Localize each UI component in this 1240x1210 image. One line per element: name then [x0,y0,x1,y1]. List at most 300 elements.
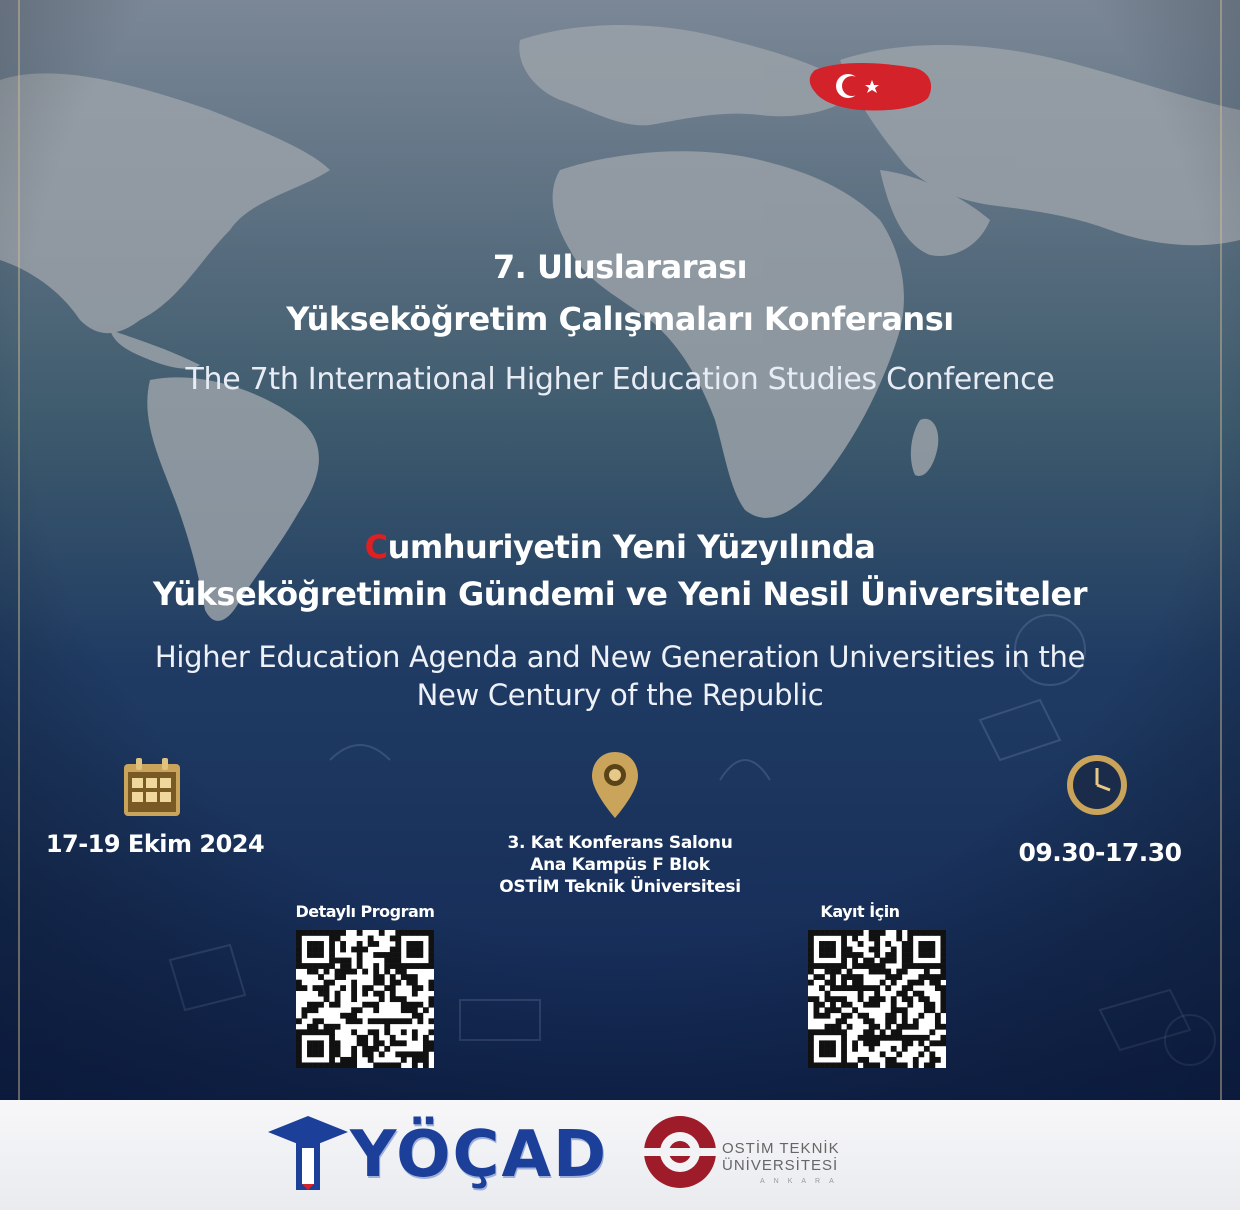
qr-module [373,941,379,947]
qr-module [929,963,935,969]
qr-module [412,952,418,958]
qr-module [406,952,412,958]
qr-module [874,963,880,969]
qr-module [841,941,847,947]
qr-module [940,991,946,997]
qr-module [830,1062,836,1068]
qr-module [869,947,875,953]
qr-module [819,1062,825,1068]
qr-module [885,952,891,958]
qr-module [924,952,930,958]
qr-module [401,1051,407,1057]
qr-module [808,980,814,986]
qr-module [368,1029,374,1035]
qr-module [863,1002,869,1008]
qr-module [896,974,902,980]
qr-module [874,1040,880,1046]
qr-module [819,1046,825,1052]
qr-module [841,1040,847,1046]
qr-module [940,958,946,964]
qr-module [307,1002,313,1008]
qr-module [412,1057,418,1063]
qr-module [830,1040,836,1046]
qr-module [891,1002,897,1008]
qr-module [902,1024,908,1030]
qr-module [852,963,858,969]
qr-module [836,1024,842,1030]
qr-module [852,952,858,958]
qr-module [362,985,368,991]
qr-module [357,1035,363,1041]
qr-module [907,1002,913,1008]
qr-module [874,936,880,942]
qr-module [874,1062,880,1068]
qr-module [401,930,407,936]
qr-module [412,1035,418,1041]
qr-module [423,1057,429,1063]
qr-module [891,1046,897,1052]
qr-module [362,969,368,975]
qr-module [340,947,346,953]
qr-module [830,1051,836,1057]
qr-module [313,1018,319,1024]
qr-module [858,1035,864,1041]
qr-module [874,1035,880,1041]
qr-module [340,930,346,936]
qr-module [417,1013,423,1019]
qr-module [384,1062,390,1068]
qr-module [390,936,396,942]
qr-module [858,930,864,936]
qr-module [847,930,853,936]
qr-module [902,952,908,958]
qr-module [357,947,363,953]
qr-module [814,974,820,980]
qr-module [836,930,842,936]
qr-module [924,1002,930,1008]
qr-module [924,969,930,975]
qr-module [896,1051,902,1057]
yocad-logo-icon [266,1112,350,1196]
qr-module [841,985,847,991]
qr-module [417,985,423,991]
qr-module [891,1018,897,1024]
qr-module [841,980,847,986]
qr-module [808,1029,814,1035]
qr-module [368,941,374,947]
qr-module [869,963,875,969]
qr-module [825,1024,831,1030]
qr-module [841,952,847,958]
qr-module [329,936,335,942]
qr-module [340,958,346,964]
qr-module [406,1051,412,1057]
qr-module [428,958,434,964]
venue-line3: OSTİM Teknik Üniversitesi [499,877,741,897]
qr-module [406,1018,412,1024]
qr-module [814,996,820,1002]
qr-module [406,1007,412,1013]
qr-module [918,930,924,936]
qr-module [302,963,308,969]
qr-module [318,941,324,947]
qr-module [302,985,308,991]
qr-module [830,1046,836,1052]
qr-module [373,963,379,969]
qr-module [351,947,357,953]
qr-module [869,1024,875,1030]
qr-module [346,1018,352,1024]
qr-module [825,1062,831,1068]
qr-module [907,980,913,986]
qr-module [384,1018,390,1024]
qr-module [869,1018,875,1024]
qr-module [874,969,880,975]
qr-module [847,1062,853,1068]
qr-module [841,936,847,942]
qr-module [935,963,941,969]
qr-module [902,1035,908,1041]
qr-module [885,1018,891,1024]
qr-module [814,1029,820,1035]
qr-module [869,1046,875,1052]
qr-module [940,1002,946,1008]
qr-module [307,1062,313,1068]
qr-module [869,1002,875,1008]
qr-module [880,1029,886,1035]
qr-module [825,1040,831,1046]
qr-module [351,1018,357,1024]
qr-module [808,947,814,953]
qr-module [428,980,434,986]
qr-module [379,1062,385,1068]
qr-module [830,941,836,947]
qr-module [390,996,396,1002]
qr-module [373,952,379,958]
qr-module [924,941,930,947]
qr-module [891,1062,897,1068]
qr-module [929,980,935,986]
qr-module [885,1035,891,1041]
qr-module [885,1062,891,1068]
qr-module [808,1040,814,1046]
qr-module [896,1062,902,1068]
qr-module [907,1024,913,1030]
qr-module [808,1062,814,1068]
qr-module [318,1062,324,1068]
qr-module [924,1007,930,1013]
qr-module [406,941,412,947]
qr-module [830,996,836,1002]
qr-module [852,1046,858,1052]
qr-module [841,1051,847,1057]
qr-module [428,1002,434,1008]
qr-module [395,952,401,958]
qr-module [395,1018,401,1024]
qr-module [940,952,946,958]
register-qr-label: Kayıt İçin [820,902,900,921]
qr-module [902,1062,908,1068]
qr-module [863,1035,869,1041]
qr-module [428,1018,434,1024]
qr-module [896,1024,902,1030]
qr-module [847,947,853,953]
qr-module [830,1024,836,1030]
qr-module [940,941,946,947]
qr-module [847,952,853,958]
qr-module [929,930,935,936]
qr-module [335,930,341,936]
qr-module [924,1046,930,1052]
qr-module [825,963,831,969]
qr-module [335,1051,341,1057]
qr-module [357,1040,363,1046]
qr-module [836,1029,842,1035]
qr-module [340,985,346,991]
qr-module [907,996,913,1002]
qr-module [329,1051,335,1057]
qr-module [384,1046,390,1052]
qr-module [885,985,891,991]
qr-module [902,1013,908,1019]
qr-module [918,991,924,997]
qr-module [836,985,842,991]
qr-module [412,974,418,980]
qr-module [368,1046,374,1052]
qr-module [296,947,302,953]
qr-module [808,941,814,947]
qr-module [329,1057,335,1063]
qr-module [918,952,924,958]
qr-module [401,1040,407,1046]
qr-module [808,952,814,958]
qr-module [924,996,930,1002]
qr-module [913,980,919,986]
qr-module [423,1040,429,1046]
qr-module [335,969,341,975]
qr-module [318,1002,324,1008]
qr-module [329,941,335,947]
qr-module [940,969,946,975]
qr-module [841,963,847,969]
qr-module [428,985,434,991]
qr-module [825,991,831,997]
qr-module [324,1029,330,1035]
qr-module [373,974,379,980]
qr-module [313,963,319,969]
qr-module [913,1035,919,1041]
qr-module [324,996,330,1002]
qr-module [874,930,880,936]
qr-module [296,958,302,964]
qr-module [880,930,886,936]
qr-module [885,969,891,975]
register-qr-code[interactable] [808,930,946,1068]
qr-module [296,936,302,942]
qr-module [307,952,313,958]
qr-module [373,980,379,986]
qr-module [390,985,396,991]
qr-module [340,974,346,980]
qr-module [390,947,396,953]
qr-module [819,1040,825,1046]
ostim-line1: OSTİM TEKNİK [722,1140,840,1157]
qr-module [362,1040,368,1046]
qr-module [907,958,913,964]
qr-module [423,963,429,969]
qr-module [924,947,930,953]
qr-module [412,1002,418,1008]
qr-module [858,941,864,947]
qr-module [913,930,919,936]
qr-module [907,1040,913,1046]
theme-english-line1: Higher Education Agenda and New Generation Universities in the [154,640,1086,674]
qr-module [401,1007,407,1013]
qr-module [406,1002,412,1008]
qr-module [869,1035,875,1041]
qr-module [423,1046,429,1052]
qr-module [395,969,401,975]
qr-module [307,1024,313,1030]
qr-module [935,1024,941,1030]
qr-module [318,930,324,936]
qr-module [940,1040,946,1046]
qr-module [929,1062,935,1068]
qr-module [896,936,902,942]
qr-module [858,952,864,958]
theme-line2: Yükseköğretimin Gündemi ve Yeni Nesil Üniversiteler [152,575,1088,613]
qr-module [318,1040,324,1046]
qr-module [401,969,407,975]
qr-module [412,985,418,991]
qr-module [852,985,858,991]
qr-module [417,947,423,953]
qr-module [935,1040,941,1046]
qr-module [808,1035,814,1041]
qr-module [329,1029,335,1035]
qr-module [368,936,374,942]
qr-module [428,1040,434,1046]
qr-module [885,1013,891,1019]
qr-module [841,930,847,936]
qr-module [346,1013,352,1019]
qr-module [307,947,313,953]
qr-module [913,1057,919,1063]
qr-module [907,930,913,936]
qr-module [318,1018,324,1024]
qr-module [351,1013,357,1019]
qr-module [390,958,396,964]
qr-module [335,1046,341,1052]
qr-module [913,1062,919,1068]
qr-module [841,1062,847,1068]
qr-module [929,1029,935,1035]
qr-module [368,985,374,991]
qr-module [318,1029,324,1035]
qr-module [368,1057,374,1063]
qr-module [296,941,302,947]
qr-module [891,958,897,964]
qr-module [329,952,335,958]
qr-module [313,1046,319,1052]
qr-module [808,963,814,969]
qr-module [880,1051,886,1057]
qr-module [423,1035,429,1041]
qr-module [335,1024,341,1030]
qr-module [940,974,946,980]
qr-module [929,941,935,947]
qr-module [329,1062,335,1068]
qr-module [940,985,946,991]
ostim-logo-icon [640,1112,720,1192]
qr-module [307,1040,313,1046]
qr-module [819,974,825,980]
qr-module [841,1029,847,1035]
qr-module [346,958,352,964]
qr-module [395,1062,401,1068]
qr-module [814,1062,820,1068]
qr-module [368,1051,374,1057]
qr-module [346,1057,352,1063]
qr-module [830,1029,836,1035]
qr-module [351,1051,357,1057]
qr-module [379,980,385,986]
ostim-city: ANKARA [760,1178,843,1185]
qr-module [929,1051,935,1057]
qr-module [896,991,902,997]
program-qr-code[interactable] [296,930,434,1068]
qr-module [830,1007,836,1013]
qr-module [412,1051,418,1057]
qr-module [819,930,825,936]
qr-module [869,958,875,964]
qr-module [390,1062,396,1068]
qr-module [874,996,880,1002]
qr-module [929,974,935,980]
qr-module [428,947,434,953]
qr-module [412,1007,418,1013]
qr-module [836,1007,842,1013]
qr-module [423,1007,429,1013]
qr-module [302,1013,308,1019]
qr-module [907,947,913,953]
qr-module [395,930,401,936]
qr-module [869,969,875,975]
qr-module [373,1035,379,1041]
qr-module [318,1051,324,1057]
qr-module [379,1051,385,1057]
qr-module [891,1035,897,1041]
qr-module [830,985,836,991]
qr-module [825,1013,831,1019]
qr-module [390,1035,396,1041]
qr-module [891,952,897,958]
qr-module [428,963,434,969]
qr-module [863,958,869,964]
qr-module [852,936,858,942]
qr-module [329,947,335,953]
qr-module [428,930,434,936]
qr-module [329,963,335,969]
qr-module [863,1062,869,1068]
qr-module [852,974,858,980]
qr-module [313,947,319,953]
qr-module [368,1018,374,1024]
qr-module [896,969,902,975]
qr-module [351,1029,357,1035]
qr-module [296,930,302,936]
qr-module [351,980,357,986]
